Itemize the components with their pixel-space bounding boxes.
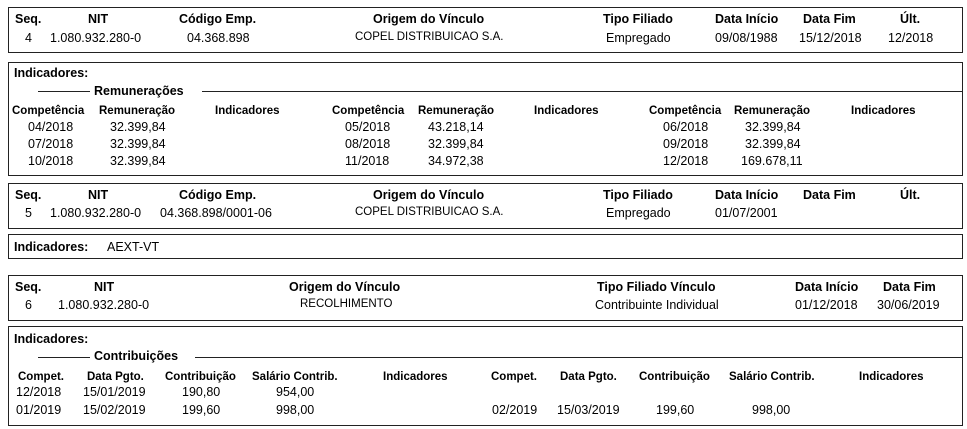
r3-r-ind-header: Indicadores <box>859 371 924 383</box>
table-row-rem: 32.399,84 <box>110 120 166 134</box>
r3-seq-value: 6 <box>25 298 32 312</box>
r3-l-contrib-header: Contribuição <box>165 371 236 383</box>
table-row-comp: 12/2018 <box>663 154 709 168</box>
r1-codigo-header: Código Emp. <box>179 12 257 26</box>
table-row-comp: 12/2018 <box>16 385 62 399</box>
r1-g3-rem-header: Remuneração <box>734 105 811 117</box>
r3-fim-header: Data Fim <box>883 280 936 294</box>
r1-remun-rule-left <box>38 91 90 92</box>
table-row-contrib: 199,60 <box>656 403 695 417</box>
table-row-pgto: 15/01/2019 <box>83 385 146 399</box>
table-row-rem: 32.399,84 <box>745 137 801 151</box>
table-row-pgto: 15/02/2019 <box>83 403 146 417</box>
r1-fim-value: 15/12/2018 <box>799 31 862 45</box>
table-row-comp: 10/2018 <box>28 154 74 168</box>
r2-indicadores-label: Indicadores: <box>14 240 89 254</box>
record-6-indicadores-box <box>8 326 963 426</box>
r2-indicadores-value: AEXT-VT <box>107 240 160 254</box>
r1-tipo-header: Tipo Filiado <box>603 12 673 26</box>
table-row-comp: 09/2018 <box>663 137 709 151</box>
r1-seq-value: 4 <box>25 31 32 45</box>
r2-origem-value: COPEL DISTRIBUICAO S.A. <box>355 206 504 218</box>
r3-contrib-rule-left <box>38 357 90 358</box>
r1-g2-comp-header: Competência <box>332 105 405 117</box>
r1-ult-value: 12/2018 <box>888 31 934 45</box>
r2-tipo-value: Empregado <box>606 206 671 220</box>
table-row-comp: 02/2019 <box>492 403 538 417</box>
table-row-rem: 32.399,84 <box>745 120 801 134</box>
r1-nit-header: NIT <box>88 12 109 26</box>
r3-inicio-header: Data Início <box>795 280 859 294</box>
r3-r-contrib-header: Contribuição <box>639 371 710 383</box>
r2-codigo-value: 04.368.898/0001-06 <box>160 206 272 220</box>
r3-l-pgto-header: Data Pgto. <box>87 371 144 383</box>
r2-origem-header: Origem do Vínculo <box>373 188 485 202</box>
r1-g1-comp-header: Competência <box>12 105 85 117</box>
table-row-comp: 07/2018 <box>28 137 74 151</box>
table-row-rem: 34.972,38 <box>428 154 484 168</box>
r1-inicio-value: 09/08/1988 <box>715 31 778 45</box>
table-row-rem: 32.399,84 <box>110 137 166 151</box>
r3-l-comp-header: Compet. <box>18 371 64 383</box>
r1-indicadores-label: Indicadores: <box>14 66 89 80</box>
r2-nit-header: NIT <box>88 188 109 202</box>
table-row-comp: 06/2018 <box>663 120 709 134</box>
r1-ult-header: Últ. <box>900 12 921 26</box>
r3-contrib-title: Contribuições <box>94 349 179 363</box>
r1-inicio-header: Data Início <box>715 12 779 26</box>
r3-tipo-header: Tipo Filiado Vínculo <box>597 280 716 294</box>
r3-inicio-value: 01/12/2018 <box>795 298 858 312</box>
table-row-comp: 04/2018 <box>28 120 74 134</box>
r1-g1-ind-header: Indicadores <box>215 105 280 117</box>
r3-nit-value: 1.080.932.280-0 <box>58 298 150 312</box>
r1-g2-ind-header: Indicadores <box>534 105 599 117</box>
table-row-comp: 01/2019 <box>16 403 62 417</box>
r1-g1-rem-header: Remuneração <box>99 105 176 117</box>
table-row-pgto: 15/03/2019 <box>557 403 620 417</box>
r2-seq-value: 5 <box>25 206 32 220</box>
r1-nit-value: 1.080.932.280-0 <box>50 31 142 45</box>
r3-r-pgto-header: Data Pgto. <box>560 371 617 383</box>
r1-remun-title: Remunerações <box>94 84 184 98</box>
r1-fim-header: Data Fim <box>803 12 856 26</box>
r2-inicio-header: Data Início <box>715 188 779 202</box>
r1-seq-header: Seq. <box>15 12 42 26</box>
r3-fim-value: 30/06/2019 <box>877 298 940 312</box>
table-row-rem: 32.399,84 <box>428 137 484 151</box>
r2-seq-header: Seq. <box>15 188 42 202</box>
r2-codigo-header: Código Emp. <box>179 188 257 202</box>
r3-origem-value: RECOLHIMENTO <box>300 298 393 310</box>
r2-inicio-value: 01/07/2001 <box>715 206 778 220</box>
table-row-sal: 954,00 <box>276 385 315 399</box>
r1-origem-header: Origem do Vínculo <box>373 12 485 26</box>
r1-origem-value: COPEL DISTRIBUICAO S.A. <box>355 31 504 43</box>
r3-indicadores-label: Indicadores: <box>14 332 89 346</box>
table-row-rem: 169.678,11 <box>741 154 803 168</box>
r1-codigo-value: 04.368.898 <box>187 31 250 45</box>
table-row-sal: 998,00 <box>752 403 791 417</box>
r1-g3-comp-header: Competência <box>649 105 722 117</box>
r1-tipo-value: Empregado <box>606 31 671 45</box>
r1-remun-rule-right <box>202 91 962 92</box>
r3-seq-header: Seq. <box>15 280 42 294</box>
table-row-contrib: 199,60 <box>182 403 221 417</box>
r3-tipo-value: Contribuinte Individual <box>595 298 719 312</box>
r2-fim-header: Data Fim <box>803 188 856 202</box>
table-row-comp: 05/2018 <box>345 120 391 134</box>
r2-tipo-header: Tipo Filiado <box>603 188 673 202</box>
r3-l-sal-header: Salário Contrib. <box>252 371 338 383</box>
r3-l-ind-header: Indicadores <box>383 371 448 383</box>
r1-g2-rem-header: Remuneração <box>418 105 495 117</box>
r2-ult-header: Últ. <box>900 188 921 202</box>
r3-r-sal-header: Salário Contrib. <box>729 371 815 383</box>
r2-nit-value: 1.080.932.280-0 <box>50 206 142 220</box>
table-row-comp: 08/2018 <box>345 137 391 151</box>
r3-nit-header: NIT <box>94 280 115 294</box>
r1-g3-ind-header: Indicadores <box>851 105 916 117</box>
r3-r-comp-header: Compet. <box>491 371 537 383</box>
r3-contrib-rule-right <box>195 357 962 358</box>
table-row-comp: 11/2018 <box>345 154 390 168</box>
r3-origem-header: Origem do Vínculo <box>289 280 401 294</box>
table-row-sal: 998,00 <box>276 403 315 417</box>
table-row-rem: 32.399,84 <box>110 154 166 168</box>
table-row-rem: 43.218,14 <box>428 120 484 134</box>
table-row-contrib: 190,80 <box>182 385 221 399</box>
